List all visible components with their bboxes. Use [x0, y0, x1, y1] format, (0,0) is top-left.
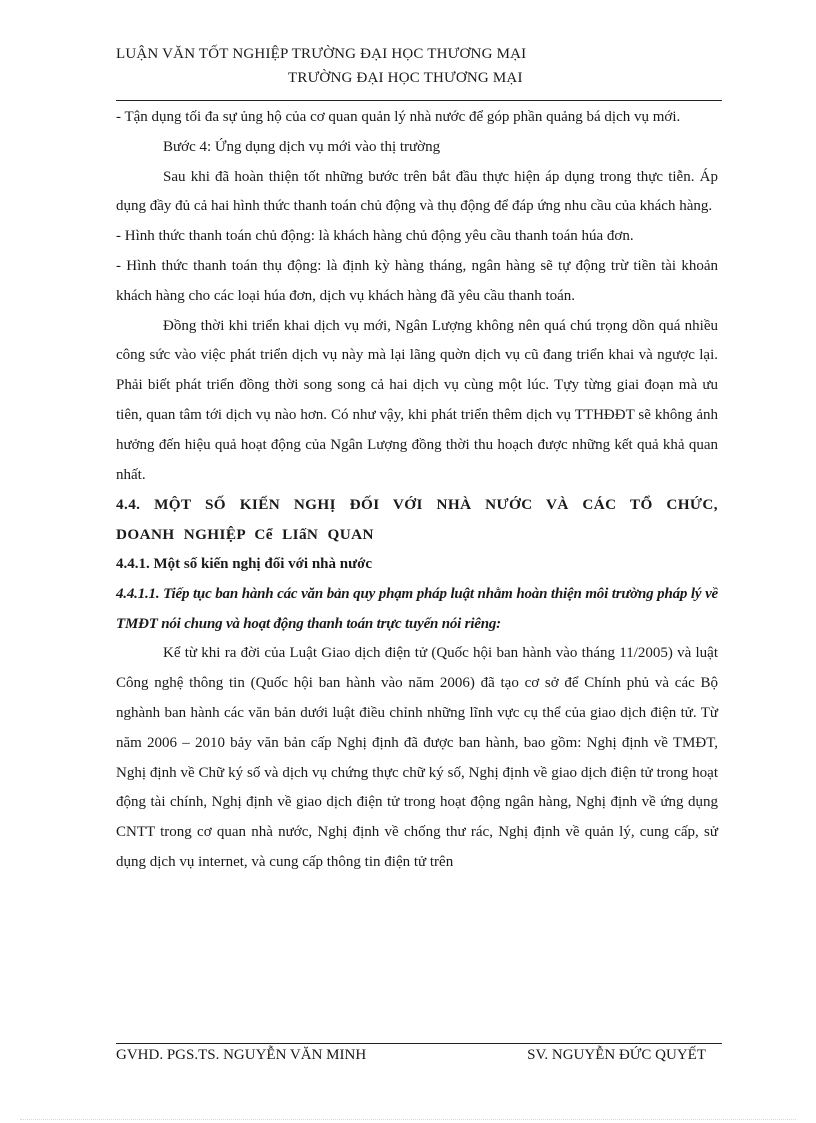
section-heading-4-4: 4.4. MỘT SỐ KIẾN NGHỊ ĐỐI VỚI NHÀ NƯỚC VÀ CÁC TỔ CHỨC, DOANH NGHIỆP Cể LIấN QUAN	[116, 496, 718, 544]
section-heading-4-4-1: 4.4.1. Một số kiến nghị đối với nhà nước	[116, 555, 373, 572]
footer-student: SV. NGUYỄN ĐỨC QUYẾT	[527, 1047, 706, 1063]
paragraph-step-4: Bước 4: Ứng dụng dịch vụ mới vào thị trường	[163, 138, 441, 155]
page-edge	[20, 1119, 796, 1120]
section-heading-4-4-1-1: 4.4.1.1. Tiếp tục ban hành các văn bản quy phạm pháp luật nhằm hoàn thiện môi trường pháp lý về TMĐT nói chung và hoạt động thanh toán trực tuyến nói riêng:	[116, 585, 718, 632]
header-divider	[116, 100, 722, 101]
footer-advisor: GVHD. PGS.TS. NGUYỄN VĂN MINH	[116, 1047, 367, 1063]
header-line-1: LUẬN VĂN TỐT NGHIỆP TRƯỜNG ĐẠI HỌC THƯƠNG MẠI	[116, 46, 527, 62]
footer-divider	[116, 1043, 722, 1044]
paragraph-implementation: Sau khi đã hoàn thiện tốt những bước trên bắt đầu thực hiện áp dụng trong thực tiễn. Áp dụng đầy đủ cả hai hình thức thanh toán chủ động và thụ động để đáp ứng nhu cầu của khách hàng.	[116, 168, 718, 215]
document-body	[116, 103, 718, 878]
paragraph-passive-payment: - Hình thức thanh toán thụ động: là định kỳ hàng tháng, ngân hàng sẽ tự động trừ tiền tài khoản khách hàng cho các loại húa đơn, dịch vụ khách hàng đã yêu cầu thanh toán.	[116, 257, 718, 304]
paragraph-active-payment: - Hình thức thanh toán chủ động: là khách hàng chủ động yêu cầu thanh toán húa đơn.	[116, 228, 634, 245]
header-line-2: TRƯỜNG ĐẠI HỌC THƯƠNG MẠI	[288, 70, 523, 86]
paragraph-legal-framework: Kể từ khi ra đời của Luật Giao dịch điện tử (Quốc hội ban hành vào tháng 11/2005) và luật Công nghệ thông tin (Quốc hội ban hành vào năm 2006) đã tạo cơ sở để Chính phủ và các Bộ nghành ban hành các văn bản dưới luật điều chỉnh những lĩnh vực cụ thể của giao dịch điện tử. Từ năm 2006 – 2010 bảy văn bản cấp Nghị định đã được ban hành, bao gồm: Nghị định về TMĐT, Nghị định về Chữ ký số và dịch vụ chứng thực chữ ký số, Nghị định về giao dịch điện tử trong hoạt động tài chính, Nghị định về giao dịch điện tử trong hoạt động ngân hàng, Nghị định về ứng dụng CNTT trong cơ quan nhà nước, Nghị định về chống thư rác, Nghị định về quản lý, cung cấp, sử dụng dịch vụ internet, và cung cấp thông tin điện tử trên	[116, 645, 718, 870]
paragraph-simultaneous: Đồng thời khi triển khai dịch vụ mới, Ngân Lượng không nên quá chú trọng dồn quá nhiều công sức vào việc phát triển dịch vụ này mà lại lãng quờn dịch vụ cũ đang triển khai và ngược lại. Phải biết phát triển đồng thời song song cả hai dịch vụ cùng một lúc. Tựy từng giai đoạn mà ưu tiên, quan tâm tới dịch vụ nào hơn. Có như vậy, khi phát triển thêm dịch vụ TTHĐĐT sẽ không ảnh hưởng đến hiệu quả hoạt động của Ngân Lượng đồng thời thu hoạch được những kết quả khả quan nhất.	[116, 317, 718, 483]
paragraph-bullet-1: - Tận dụng tối đa sự ủng hộ của cơ quan quản lý nhà nước để góp phần quảng bá dịch vụ mới.	[116, 109, 681, 125]
